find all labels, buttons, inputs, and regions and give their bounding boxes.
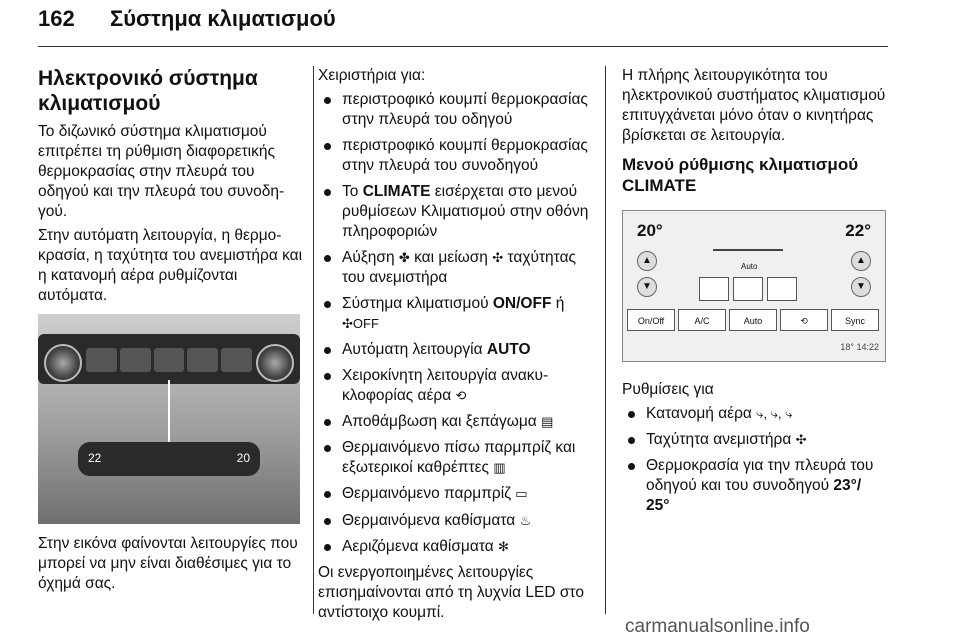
watermark: carmanualsonline.info — [625, 616, 810, 637]
fan-speed-bar[interactable] — [713, 249, 783, 251]
section-heading: Ηλεκτρονικό σύστημα κλιματισμού — [38, 67, 258, 115]
climate-screen — [622, 210, 886, 362]
settings-intro: Ρυθμίσεις για — [622, 381, 714, 398]
upper-control-panel — [38, 334, 300, 384]
settings-list — [622, 404, 888, 516]
fan-icon: ✣ — [795, 432, 807, 448]
list-item: Θερμαινόμενα καθίσματα ♨ — [318, 511, 598, 531]
temp-right-up-arrow[interactable]: ▲ — [851, 251, 871, 271]
page-number: 162 — [38, 6, 75, 31]
heated-windscreen-icon: ▭ — [515, 486, 528, 502]
fan-up-icon: ✤ — [398, 250, 410, 265]
temp-right-down-arrow[interactable]: ▼ — [851, 277, 871, 297]
screen-button-row — [627, 309, 879, 331]
list-item: Αεριζόμενα καθίσματα ✻ — [318, 537, 598, 557]
list-item: Αποθάμβωση και ξεπάγωμα ▤ — [318, 412, 598, 432]
screen-auto-label: Auto — [741, 262, 758, 271]
defrost-icon: ▤ — [541, 414, 554, 430]
list-item: Θερμαινόμενο παρμπρίζ ▭ — [318, 484, 598, 504]
column-divider-1 — [313, 66, 314, 614]
list-item: Το CLIMATE εισέρχεται στο μενού ρυθμίσεων Κλιματισμού στην οθόνη πληροφοριών — [318, 182, 598, 242]
on-off-button[interactable]: On/Off — [627, 309, 675, 331]
air-distribution-button[interactable] — [767, 277, 797, 301]
led-note: Οι ενεργοποιημένες λειτουργίες επισημαίνονται από τη λυχνία LED στο αντίστοιχο κουμπί. — [318, 563, 584, 621]
list-item: Θερμαινόμενο πίσω παρμπρίζ και εξωτερικοί καθρέπτες ▥ — [318, 438, 598, 478]
ventilated-seat-icon: ✻ — [498, 538, 509, 554]
auto-button[interactable]: Auto — [729, 309, 777, 331]
control-panel-photo — [38, 314, 300, 524]
page-header — [38, 2, 888, 42]
list-item: περιστροφικό κουμπί θερμοκρασίας στην πλευρά του οδηγού — [318, 90, 598, 130]
list-item: Ταχύτητα ανεμιστήρα ✣ — [622, 430, 888, 450]
list-item: Αύξηση ✤ και μείωση ✣ ταχύτητας του ανεμιστήρα — [318, 248, 598, 288]
sync-button[interactable]: Sync — [831, 309, 879, 331]
right-column — [622, 66, 888, 522]
page-title: Σύστημα κλιματισμού — [110, 6, 336, 31]
left-temp-knob — [44, 344, 82, 382]
air-distribution-button[interactable] — [733, 277, 763, 301]
recirculation-button[interactable]: ⟲ — [780, 309, 828, 331]
fan-down-icon: ✣ — [492, 250, 504, 265]
list-item: Σύστημα κλιματισμού ON/OFF ή ✣OFF — [318, 294, 598, 334]
engine-note: Η πλήρης λειτουργικότητα του ηλεκτρονικού συστήματος κλιματισμού επιτυγχάνεται μόνο όταν ο κινητήρας βρίσκεται σε λειτουργία. — [622, 67, 886, 144]
list-item: Θερμοκρασία για την πλευρά του οδηγού και του συνοδηγού 23°/ 25° — [622, 456, 888, 516]
callout-line — [168, 380, 170, 446]
air-distribution-button[interactable] — [699, 277, 729, 301]
photo-temp-right: 20 — [236, 451, 250, 465]
controls-list — [318, 90, 598, 557]
list-item: Αυτόματη λειτουργία AUTO — [318, 340, 598, 360]
climate-menu-heading: Μενού ρύθμισης κλιματισμού CLIMATE — [622, 155, 859, 195]
left-column — [38, 66, 303, 598]
heated-seat-icon: ♨ — [519, 512, 532, 528]
list-item: Χειροκίνητη λειτουργία ανακυκλοφορίας αέρα ⟲ — [318, 366, 598, 406]
photo-caption: Στην εικόνα φαίνονται λειτουργίες που μπορεί να μην είναι διαθέσιμες για το όχημά σας. — [38, 535, 298, 592]
rear-defrost-icon: ▥ — [493, 460, 506, 476]
photo-temp-left: 22 — [88, 451, 102, 465]
recirculation-icon: ⟲ — [455, 388, 467, 404]
ac-button[interactable]: A/C — [678, 309, 726, 331]
header-divider — [38, 46, 888, 47]
climate-button-row — [86, 348, 252, 372]
list-item: Κατανομή αέρα ⤷, ⤷, ⤷ — [622, 404, 888, 424]
controls-intro: Χειριστήρια για: — [318, 67, 426, 84]
screen-temp-right: 22° — [845, 221, 871, 240]
temp-left-down-arrow[interactable]: ▼ — [637, 277, 657, 297]
auto-paragraph: Στην αυτόματη λειτουργία, η θερμοκρασία, η ταχύτητα του ανεμιστήρα και η κατανομή αέρα ρυθμίζονται αυτόματα. — [38, 227, 303, 304]
list-item: περιστροφικό κουμπί θερμοκρασίας στην πλευρά του συνοδηγού — [318, 136, 598, 176]
screen-temp-left: 20° — [637, 221, 663, 240]
middle-column — [318, 66, 598, 627]
fan-off-icon: ✣OFF — [342, 316, 379, 332]
temp-left-up-arrow[interactable]: ▲ — [637, 251, 657, 271]
column-divider-2 — [605, 66, 606, 614]
lower-control-panel — [78, 442, 260, 476]
intro-paragraph: Το διζωνικό σύστημα κλιματισμού επιτρέπει τη ρύθμιση διαφορετικής θερμοκρασίας στην πλευρά του οδηγού και την πλευρά του συνοδηγού. — [38, 123, 285, 220]
right-temp-knob — [256, 344, 294, 382]
screen-status-bar: 18° 14:22 — [840, 342, 879, 352]
air-distribution-icon: ⤷, ⤷, ⤷ — [756, 406, 793, 421]
